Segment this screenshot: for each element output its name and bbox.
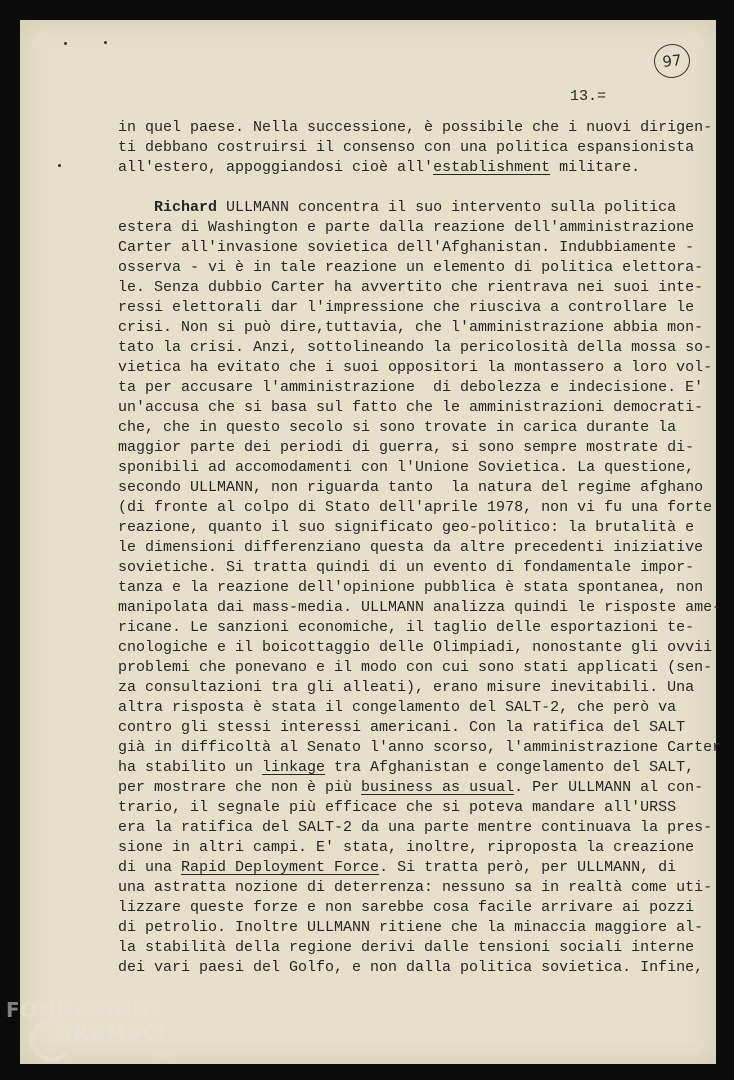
ink-mark: [104, 41, 107, 44]
text-line: per mostrare che non è più business as usual. Per ULLMANN al con-: [118, 779, 704, 796]
text-line: maggior parte dei periodi di guerra, si sono sempre mostrate di-: [118, 439, 695, 456]
text-line: una astratta nozione di deterrenza: nessuno sa in realtà come uti-: [118, 879, 713, 896]
text-line: di una Rapid Deployment Force. Si tratta però, per ULLMANN, di: [118, 859, 677, 876]
folio-number: 97: [652, 42, 691, 80]
text-line: secondo ULLMANN, non riguarda tanto la natura del regime afghano: [118, 479, 704, 496]
text-line: contro gli stessi interessi americani. Con la ratifica del SALT: [118, 719, 686, 736]
text-line: altra risposta è stata il congelamento del SALT-2, che però va: [118, 699, 677, 716]
text-line: in quel paese. Nella successione, è possibile che i nuovi dirigen-: [118, 119, 713, 136]
text-line: le. Senza dubbio Carter ha avvertito che rientrava nei suoi inte-: [118, 279, 704, 296]
text-line: un'accusa che si basa sul fatto che le amministrazioni democrati-: [118, 399, 704, 416]
text-line: tanza e la reazione dell'opinione pubblica è stata spontanea, non: [118, 579, 704, 596]
document-page: [20, 20, 722, 1064]
text-line: tato la crisi. Anzi, sottolineando la pericolosità della mossa so-: [118, 339, 713, 356]
text-line: za consultazioni tra gli alleati), erano misure inevitabili. Una: [118, 679, 695, 696]
text-line: ressi elettorali dar l'impressione che riusciva a controllare le: [118, 299, 695, 316]
text-line: già in difficoltà al Senato l'anno scorso, l'amministrazione Carter: [118, 739, 722, 756]
text-line: estera di Washington e parte dalla reazione dell'amministrazione: [118, 219, 695, 236]
underlined-term: Rapid Deployment Force: [181, 859, 380, 876]
text-line: di petrolio. Inoltre ULLMANN ritiene che la minaccia maggiore al-: [118, 919, 704, 936]
text-line: lizzare queste forze e non sarebbe cosa facile arrivare ai pozzi: [118, 899, 695, 916]
text-line: era la ratifica del SALT-2 da una parte mentre continuava la pres-: [118, 819, 713, 836]
text-line: crisi. Non si può dire,tuttavia, che l'amministrazione abbia mon-: [118, 319, 704, 336]
watermark-line2: GRAMSCI: [56, 1021, 167, 1045]
underlined-term: business as usual: [361, 779, 515, 796]
text-line: manipolata dai mass-media. ULLMANN analizza quindi le risposte ame-: [118, 599, 722, 616]
underlined-term: establishment: [433, 159, 551, 176]
watermark-line3: onlus: [150, 1050, 175, 1060]
underlined-term: linkage: [262, 759, 326, 776]
text-line: cnologiche e il boicottaggio delle Olimpiadi, nonostante gli ovvii: [118, 639, 713, 656]
text-line: dei vari paesi del Golfo, e non dalla politica sovietica. Infine,: [118, 959, 704, 976]
text-line: sione in altri campi. E' stata, inoltre, riproposta la creazione: [118, 839, 695, 856]
text-line: la stabilità della regione derivi dalle tensioni sociali interne: [118, 939, 695, 956]
text-line: sponibili ad accomodamenti con l'Unione Sovietica. La questione,: [118, 459, 695, 476]
text-line: ti debbano costruirsi il consenso con una politica espansionista: [118, 139, 695, 156]
text-line: trario, il segnale più efficace che si poteva mandare all'URSS: [118, 799, 677, 816]
text-line: Richard ULLMANN concentra il suo intervento sulla politica: [118, 199, 677, 216]
text-line: all'estero, appoggiandosi cioè all'establishment militare.: [118, 159, 641, 176]
text-line: problemi che ponevano e il modo con cui sono stati applicati (sen-: [118, 659, 713, 676]
ink-mark: [64, 42, 67, 45]
text-line: reazione, quanto il suo significato geo-politico: la brutalità e: [118, 519, 695, 536]
text-line: ricane. Le sanzioni economiche, il taglio delle esportazioni te-: [118, 619, 695, 636]
text-line: sovietiche. Si tratta quindi di un evento di fondamentale impor-: [118, 559, 695, 576]
ink-mark: [58, 164, 61, 167]
text-line: (di fronte al colpo di Stato dell'aprile 1978, non vi fu una forte: [118, 499, 713, 516]
text-line: vietica ha evitato che i suoi oppositori la montassero a loro vol-: [118, 359, 713, 376]
text-line: ta per accusare l'amministrazione di debolezza e indecisione. E': [118, 379, 704, 396]
text-line: le dimensioni differenziano questa da altre precedenti iniziative: [118, 539, 704, 556]
text-line: ha stabilito un linkage tra Afghanistan e congelamento del SALT,: [118, 759, 695, 776]
text-line: che, che in questo secolo si sono trovate in carica durante la: [118, 419, 677, 436]
page-number: 13.=: [570, 88, 607, 105]
text-line: Carter all'invasione sovietica dell'Afghanistan. Indubbiamente -: [118, 239, 695, 256]
text-line: osserva - vi è in tale reazione un elemento di politica elettora-: [118, 259, 704, 276]
watermark-line1: FONDAZIONE: [6, 998, 165, 1022]
